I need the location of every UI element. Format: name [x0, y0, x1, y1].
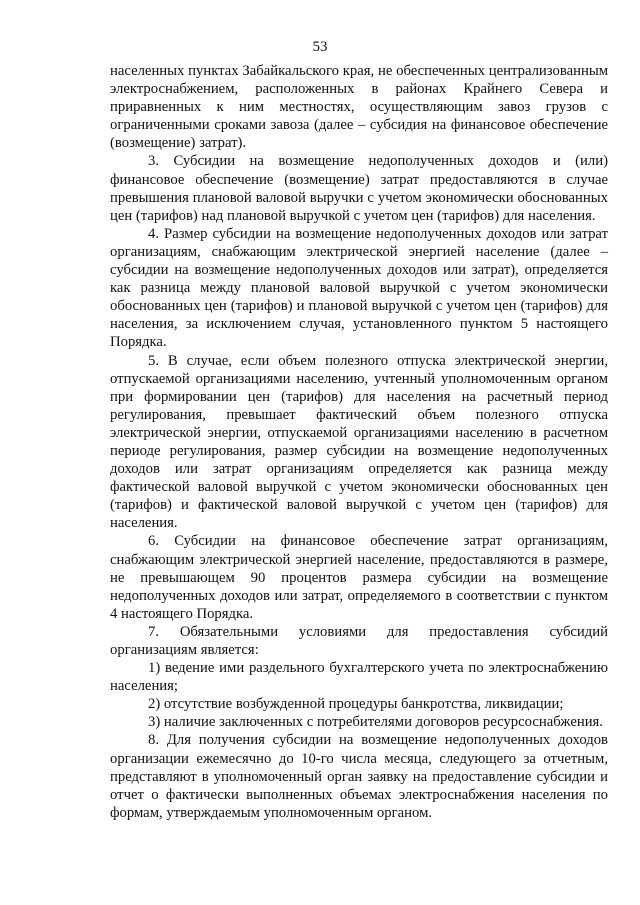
list-item-7-2: 2) отсутствие возбужденной процедуры банкротства, ликвидации; — [148, 696, 564, 713]
paragraph-continuation: населенных пунктах Забайкальского края, не обеспеченных централизованным электроснабжением, расположенных в районах Крайнего Севера и приравненных к ним местностях, осуществляющим завоз грузов с ограниченными сроками завоза (далее – субсидия на финансовое обеспечение (возмещение) затрат). — [110, 63, 608, 152]
document-body — [110, 62, 608, 822]
page-number: 53 — [312, 39, 328, 55]
list-item-7-3: 3) наличие заключенных с потребителями договоров ресурсоснабжения. — [148, 714, 603, 731]
paragraph-5: 5. В случае, если объем полезного отпуска электрической энергии, отпускаемой организациями населению, учтенный уполномоченным органом при формировании цен (тарифов) для населения на расчетный период регулирования, превышает фактический объем полезного отпуска электрической энергии, отпускаемой организациями населению в расчетном периоде регулирования, размер субсидии на возмещение недополученных доходов или затрат организациям определяется как разница между фактической валовой выручкой с учетом экономически обоснованных цен (тарифов) и фактической валовой выручкой с учетом цен (тарифов) для населения. — [110, 352, 608, 532]
list-item-7-1: 1) ведение ими раздельного бухгалтерского учета по электроснабжению населения; — [110, 660, 608, 695]
paragraph-3: 3. Субсидии на возмещение недополученных доходов и (или) финансовое обеспечение (возмещение) затрат предоставляются в случае превышения плановой валовой выручки с учетом экономически обоснованных цен (тарифов) над плановой выручкой с учетом цен (тарифов) для населения. — [110, 153, 608, 224]
paragraph-8: 8. Для получения субсидии на возмещение недополученных доходов организации ежемесячно до 10-го числа месяца, следующего за отчетным, представляют в уполномоченный орган заявку на предоставление субсидии и отчет о фактически выполненных объемах электроснабжения населения по формам, утверждаемым уполномоченным органом. — [110, 732, 608, 821]
paragraph-4: 4. Размер субсидии на возмещение недополученных доходов или затрат организациям, снабжающим электрической энергией население (далее – субсидии на возмещение недополученных доходов или затрат), определяется как разница между плановой валовой выручкой с учетом экономически обоснованных цен (тарифов) и плановой выручкой с учетом цен (тарифов) для населения, за исключением случая, установленного пунктом 5 настоящего Порядка. — [110, 225, 608, 351]
paragraph-7: 7. Обязательными условиями для предоставления субсидий организациям является: — [110, 623, 608, 658]
paragraph-6: 6. Субсидии на финансовое обеспечение затрат организациям, снабжающим электрической энергией население, предоставляются в размере, не превышающем 90 процентов размера субсидии на возмещение недополученных доходов или затрат, определяемого в соответствии с пунктом 4 настоящего Порядка. — [110, 533, 608, 622]
